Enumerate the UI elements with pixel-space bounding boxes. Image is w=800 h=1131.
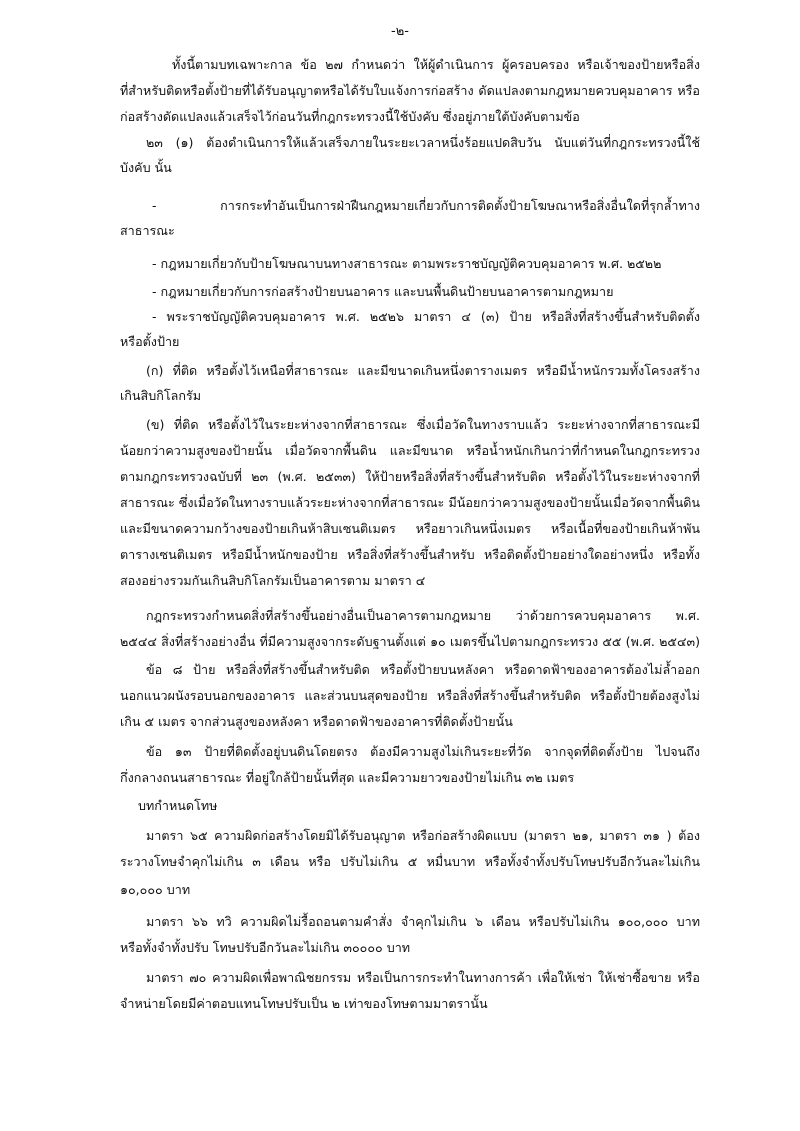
- paragraph-line: น้อยกว่าความสูงของป้ายนั้น เมื่อวัดจากพื้นดิน และมีขนาด หรือน้ำหนักเกินกว่าที่กำหนดในกฎกระทรวง: [120, 443, 700, 458]
- paragraph-line: มาตรา ๖๖ ทวิ ความผิดไม่รื้อถอนตามคำสั่ง จำคุกไม่เกิน ๖ เดือน หรือปรับไม่เกิน ๑๐๐,๐๐๐ บาท: [146, 914, 700, 929]
- paragraph-line: กฎกระทรวงกำหนดสิ่งที่สร้างขึ้นอย่างอื่นเป็นอาคารตามกฎหมาย ว่าด้วยการควบคุมอาคาร พ.ศ.: [146, 608, 700, 623]
- paragraph-line: ข้อ ๘ ป้าย หรือสิ่งที่สร้างขึ้นสำหรับติด หรือตั้งป้ายบนหลังคา หรือดาดฟ้าของอาคารต้องไม่ล้ำออก: [146, 662, 700, 677]
- paragraph-line: ข้อ ๑๓ ป้ายที่ติดตั้งอยู่บนดินโดยตรง ต้องมีความสูงไม่เกินระยะที่วัด จากจุดที่ติดตั้งป้าย ไปจนถึง: [146, 744, 700, 759]
- paragraph-line: (ก) ที่ติด หรือตั้งไว้เหนือที่สาธารณะ และมีขนาดเกินหนึ่งตารางเมตร หรือมีน้ำหนักรวมทั้งโครงสร้าง: [146, 363, 700, 378]
- paragraph-line: (ข) ที่ติด หรือตั้งไว้ในระยะห่างจากที่สาธารณะ ซึ่งเมื่อวัดในทางราบแล้ว ระยะห่างจากที่สาธารณะมี: [146, 417, 700, 432]
- paragraph-line: ตามกฎกระทรวงฉบับที่ ๒๓ (พ.ศ. ๒๕๓๓) ให้ป้ายหรือสิ่งที่สร้างขึ้นสำหรับติด หรือตั้งไว้ในระยะห่างจากที่: [120, 469, 700, 484]
- paragraph-line: ทั้งนี้ตามบทเฉพาะกาล ข้อ ๒๗ กำหนดว่า ให้ผู้ดำเนินการ ผู้ครอบครอง หรือเจ้าของป้ายหรือสิ่ง: [172, 57, 700, 72]
- paragraph-line: ๑๐,๐๐๐ บาท: [120, 882, 191, 897]
- paragraph-line: สาธารณะ: [120, 223, 175, 238]
- bullet-line: - พระราชบัญญัติควบคุมอาคาร พ.ศ. ๒๕๒๖ มาตรา ๔ (๓) ป้าย หรือสิ่งที่สร้างขึ้นสำหรับติดตั้ง: [152, 309, 700, 324]
- paragraph-line: ที่สำหรับติดหรือตั้งป้ายที่ได้รับอนุญาตหรือได้รับใบแจ้งการก่อสร้าง ดัดแปลงตามกฎหมายควบคุมอาคาร หรือ: [120, 83, 700, 98]
- paragraph-line: ระวางโทษจำคุกไม่เกิน ๓ เดือน หรือ ปรับไม่เกิน ๕ หมื่นบาท หรือทั้งจำทั้งปรับโทษปรับอีกวันละไม่เกิน: [120, 854, 700, 869]
- bullet-line: - กฎหมายเกี่ยวกับการก่อสร้างป้ายบนอาคาร และบนพื้นดินป้ายบนอาคารตามกฎหมาย: [152, 284, 614, 299]
- paragraph-line: บังคับ นั้น: [120, 160, 172, 175]
- paragraph-line: จำหน่ายโดยมีค่าตอบแทนโทษปรับเป็น ๒ เท่าของโทษตามมาตรานั้น: [120, 996, 488, 1011]
- section-heading: บทกำหนดโทษ: [138, 798, 218, 813]
- paragraph-line: มาตรา ๗๐ ความผิดเพื่อพาณิชยกรรม หรือเป็นการกระทำในทางการค้า เพื่อให้เช่า ให้เช่าซื้อขาย หรือ: [146, 970, 700, 985]
- paragraph-line: ก่อสร้างดัดแปลงแล้วเสร็จไว้ก่อนวันที่กฎกระทรวงนี้ใช้บังคับ ซึ่งอยู่ภายใต้บังคับตามข้อ: [120, 109, 580, 124]
- bullet-line: - การกระทำอันเป็นการฝ่าฝืนกฎหมายเกี่ยวกับการติดตั้งป้ายโฆษณาหรือสิ่งอื่นใดที่รุกล้ำทาง: [152, 198, 700, 213]
- paragraph-line: ๒๕๔๔ สิ่งที่สร้างอย่างอื่น ที่มีความสูงจากระดับฐานตั้งแต่ ๑๐ เมตรขึ้นไปตามกฎกระทรวง ๕๕ (พ.ศ. ๒๕๔๓): [120, 634, 700, 649]
- paragraph-line: กึ่งกลางถนนสาธารณะ ที่อยู่ใกล้ป้ายนั้นที่สุด และมีความยาวของป้ายไม่เกิน ๓๒ เมตร: [120, 770, 575, 785]
- paragraph-line: หรือตั้งป้าย: [120, 334, 180, 349]
- paragraph-line: สาธารณะ ซึ่งเมื่อวัดในทางราบแล้วระยะห่างจากที่สาธารณะ มีน้อยกว่าความสูงของป้ายนั้นเมื่อวัดจากพื้นดิน: [120, 495, 700, 510]
- paragraph-line: และมีขนาดความกว้างของป้ายเกินห้าสิบเซนติเมตร หรือยาวเกินหนึ่งเมตร หรือเนื้อที่ของป้ายเกินห้าพัน: [120, 521, 700, 536]
- paragraph-line: เกิน ๕ เมตร จากส่วนสูงของหลังคา หรือดาดฟ้าของอาคารที่ติดตั้งป้ายนั้น: [120, 714, 513, 729]
- paragraph-line: ตารางเซนติเมตร หรือมีน้ำหนักของป้าย หรือสิ่งที่สร้างขึ้นสำหรับ หรือติดตั้งป้ายอย่างใดอย่างหนึ่ง หรือทั้ง: [120, 547, 700, 562]
- paragraph-line: ๒๓ (๑) ต้องดำเนินการให้แล้วเสร็จภายในระยะเวลาหนึ่งร้อยแปดสิบวัน นับแต่วันที่กฎกระทรวงนี้ใช้: [146, 135, 700, 150]
- bullet-line: - กฎหมายเกี่ยวกับป้ายโฆษณาบนทางสาธารณะ ตามพระราชบัญญัติควบคุมอาคาร พ.ศ. ๒๕๒๒: [152, 256, 662, 271]
- paragraph-line: นอกแนวผนังรอบนอกของอาคาร และส่วนบนสุดของป้าย หรือสิ่งที่สร้างขึ้นสำหรับติด หรือตั้งป้ายต้องสูงไม่: [120, 688, 700, 703]
- page-number: -๒-: [391, 24, 409, 39]
- paragraph-line: มาตรา ๖๕ ความผิดก่อสร้างโดยมิได้รับอนุญาต หรือก่อสร้างผิดแบบ (มาตรา ๒๑, มาตรา ๓๑ ) ต้อง: [146, 828, 700, 843]
- paragraph-line: เกินสิบกิโลกรัม: [120, 388, 202, 403]
- paragraph-line: หรือทั้งจำทั้งปรับ โทษปรับอีกวันละไม่เกิน ๓๐๐๐๐ บาท: [120, 940, 411, 955]
- paragraph-line: สองอย่างรวมกันเกินสิบกิโลกรัมเป็นอาคารตาม มาตรา ๔: [120, 573, 426, 588]
